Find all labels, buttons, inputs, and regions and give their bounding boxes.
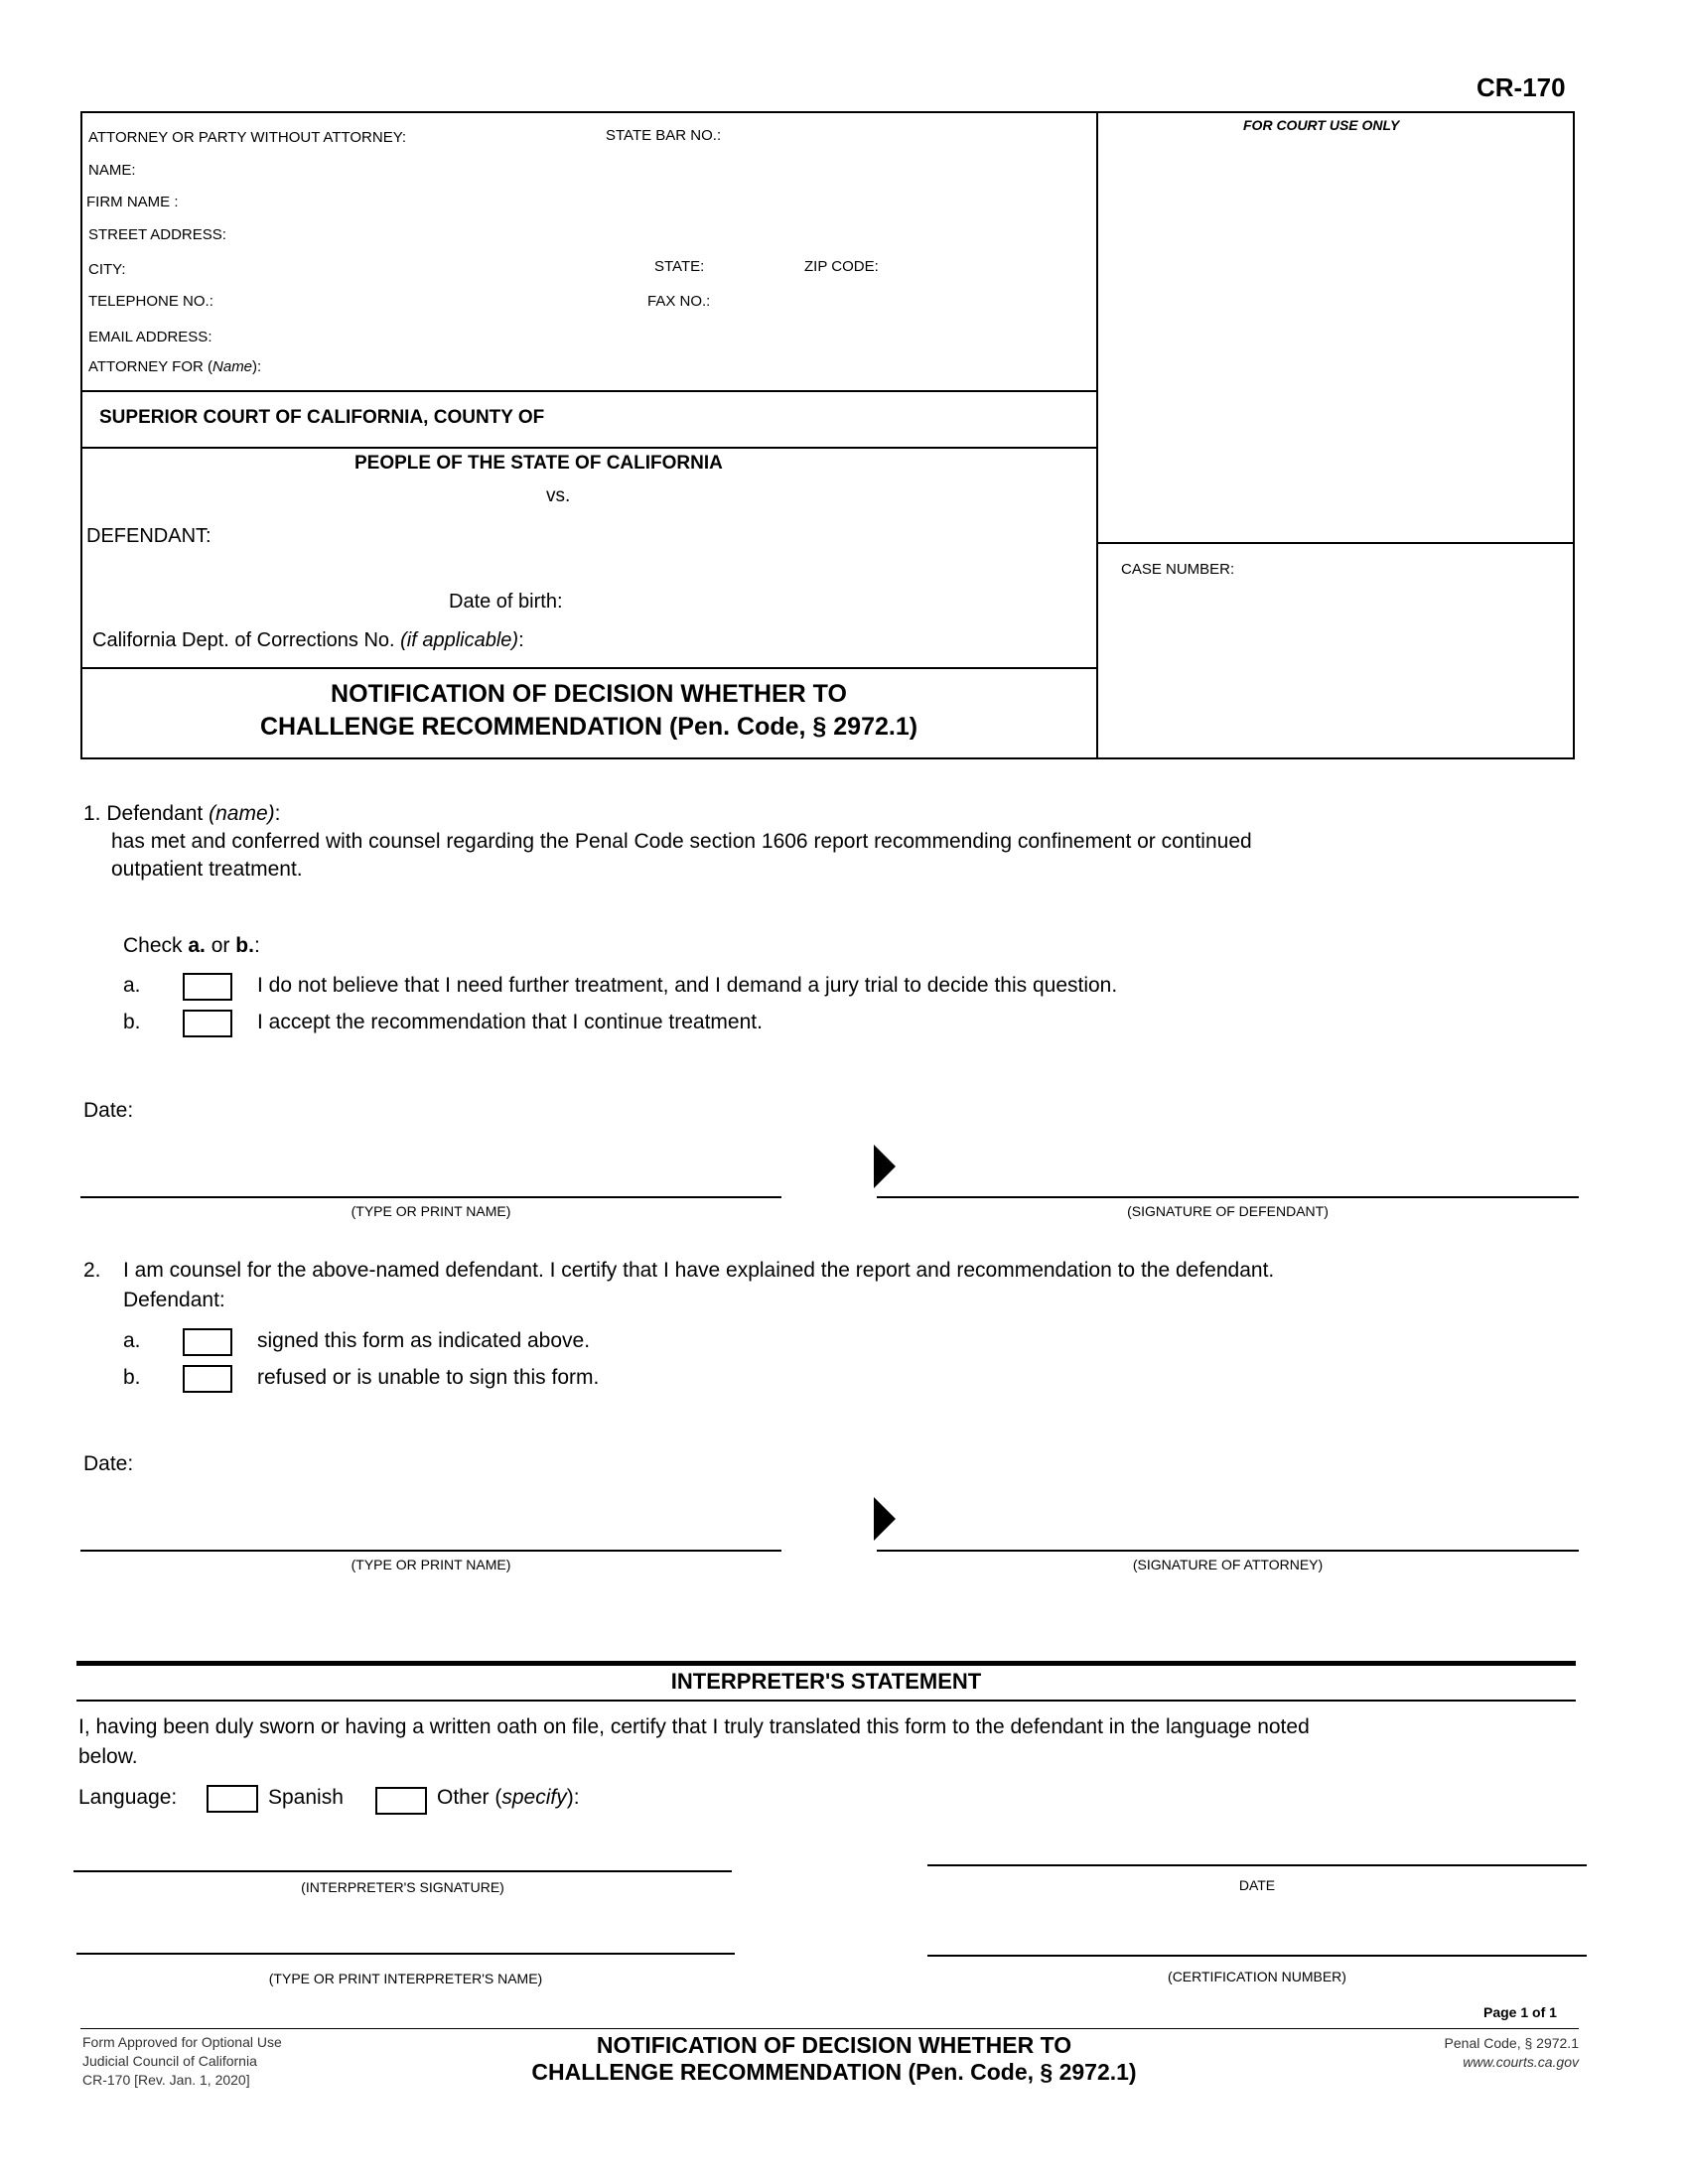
section2-option-a-letter: a.: [123, 1329, 141, 1352]
caption-box: [80, 111, 1575, 759]
people-label: PEOPLE OF THE STATE OF CALIFORNIA: [354, 453, 723, 474]
other-language-checkbox[interactable]: [375, 1787, 427, 1815]
footer-rule: [80, 2028, 1579, 2029]
refused-checkbox[interactable]: [183, 1365, 232, 1393]
court-use-label: FOR COURT USE ONLY: [1243, 117, 1400, 133]
cdc-label: California Dept. of Corrections No. (if applicable):: [92, 629, 524, 651]
fax-label: FAX NO.:: [647, 293, 711, 310]
option-a-checkbox[interactable]: [183, 973, 232, 1001]
page-number: Page 1 of 1: [1483, 2004, 1557, 2020]
section2-print-name-line[interactable]: [80, 1550, 781, 1552]
language-label: Language:: [78, 1786, 178, 1809]
court-name: SUPERIOR COURT OF CALIFORNIA, COUNTY OF: [99, 407, 545, 428]
footer-website[interactable]: www.courts.ca.gov: [1463, 2054, 1579, 2070]
state-bar-label: STATE BAR NO.:: [606, 127, 722, 144]
spanish-label: Spanish: [268, 1786, 344, 1809]
name-label: NAME:: [88, 162, 136, 179]
section1-heading: 1. Defendant (name):: [83, 802, 281, 825]
section1-line2: outpatient treatment.: [111, 858, 303, 881]
section1-line1: has met and conferred with counsel regarding the Penal Code section 1606 report recommending confinement or continued: [111, 830, 1252, 853]
attorney-label: ATTORNEY OR PARTY WITHOUT ATTORNEY:: [88, 129, 407, 146]
signature-arrow-icon: [874, 1145, 896, 1188]
zip-label: ZIP CODE:: [804, 258, 879, 275]
section2-line1: I am counsel for the above-named defendant. I certify that I have explained the report and recommendation to the defendant.: [123, 1259, 1275, 1282]
attorney-signature-line[interactable]: [877, 1550, 1579, 1552]
vs-label: vs.: [546, 485, 571, 506]
interpreter-signature-line[interactable]: [73, 1870, 732, 1872]
title-divider: [80, 667, 1097, 669]
certification-number-line[interactable]: [927, 1955, 1587, 1957]
section2-option-b-text: refused or is unable to sign this form.: [257, 1366, 600, 1389]
check-instruction: Check a. or b.:: [123, 934, 260, 957]
section1-print-name-caption: (TYPE OR PRINT NAME): [351, 1203, 511, 1219]
section2-print-name-caption: (TYPE OR PRINT NAME): [351, 1557, 511, 1572]
attorney-signature-caption: (SIGNATURE OF ATTORNEY): [1132, 1557, 1324, 1572]
firm-label: FIRM NAME :: [86, 194, 179, 210]
interpreter-line2: below.: [78, 1745, 138, 1768]
interpreter-name-caption: (TYPE OR PRINT INTERPRETER'S NAME): [268, 1971, 543, 1986]
option-b-text: I accept the recommendation that I continue treatment.: [257, 1011, 763, 1033]
footer-title: NOTIFICATION OF DECISION WHETHER TO CHALLENGE RECOMMENDATION (Pen. Code, § 2972.1): [531, 2032, 1137, 2085]
defendant-signature-line[interactable]: [877, 1196, 1579, 1198]
spanish-checkbox[interactable]: [207, 1785, 258, 1813]
interpreter-heading: INTERPRETER'S STATEMENT: [670, 1669, 982, 1694]
form-title-line2: CHALLENGE RECOMMENDATION (Pen. Code, § 2972.1): [259, 713, 918, 741]
footer-citation: Penal Code, § 2972.1 www.courts.ca.gov: [1444, 2035, 1579, 2070]
defendant-signature-caption: (SIGNATURE OF DEFENDANT): [1127, 1203, 1329, 1219]
court-divider-bottom: [80, 447, 1097, 449]
section2-number: 2.: [83, 1259, 101, 1282]
defendant-label: DEFENDANT:: [86, 525, 211, 547]
interpreter-heading-rule: [76, 1700, 1576, 1702]
interpreter-name-line[interactable]: [76, 1953, 735, 1955]
option-a-text: I do not believe that I need further treatment, and I demand a jury trial to decide this question.: [257, 974, 1118, 997]
option-b-checkbox[interactable]: [183, 1010, 232, 1037]
form-id: CR-170: [1477, 72, 1566, 102]
section2-option-b-letter: b.: [123, 1366, 141, 1389]
court-divider-top: [80, 390, 1097, 392]
footer-approved: Form Approved for Optional Use Judicial Council of California CR-170 [Rev. Jan. 1, 2020]: [82, 2034, 282, 2088]
phone-label: TELEPHONE NO.:: [88, 293, 213, 310]
other-language-label: Other (specify):: [437, 1786, 580, 1809]
option-b-letter: b.: [123, 1011, 141, 1033]
option-a-letter: a.: [123, 974, 141, 997]
attorney-signature-arrow-icon: [874, 1497, 896, 1541]
interpreter-line1: I, having been duly sworn or having a written oath on file, certify that I truly translated this form to the defendant in the language noted: [78, 1715, 1310, 1738]
case-number-label: CASE NUMBER:: [1121, 561, 1235, 578]
street-label: STREET ADDRESS:: [88, 226, 226, 243]
form-title-line1: NOTIFICATION OF DECISION WHETHER TO: [331, 680, 847, 708]
attorney-for-label: ATTORNEY FOR (Name):: [88, 358, 262, 375]
dob-label: Date of birth:: [449, 591, 563, 613]
interpreter-date-caption: DATE: [1238, 1877, 1276, 1893]
interpreter-date-line[interactable]: [927, 1864, 1587, 1866]
certification-number-caption: (CERTIFICATION NUMBER): [1168, 1969, 1346, 1984]
interpreter-signature-caption: (INTERPRETER'S SIGNATURE): [301, 1879, 504, 1895]
email-label: EMAIL ADDRESS:: [88, 329, 212, 345]
case-number-divider: [1096, 542, 1575, 544]
signed-checkbox[interactable]: [183, 1328, 232, 1356]
caption-divider: [1096, 111, 1098, 759]
city-label: CITY:: [88, 261, 126, 278]
section1-print-name-line[interactable]: [80, 1196, 781, 1198]
section2-option-a-text: signed this form as indicated above.: [257, 1329, 591, 1352]
interpreter-top-rule: [76, 1661, 1576, 1666]
section2-defendant-label: Defendant:: [123, 1289, 225, 1311]
state-label: STATE:: [654, 258, 705, 275]
section1-date-label: Date:: [83, 1099, 134, 1122]
section2-date-label: Date:: [83, 1452, 134, 1475]
